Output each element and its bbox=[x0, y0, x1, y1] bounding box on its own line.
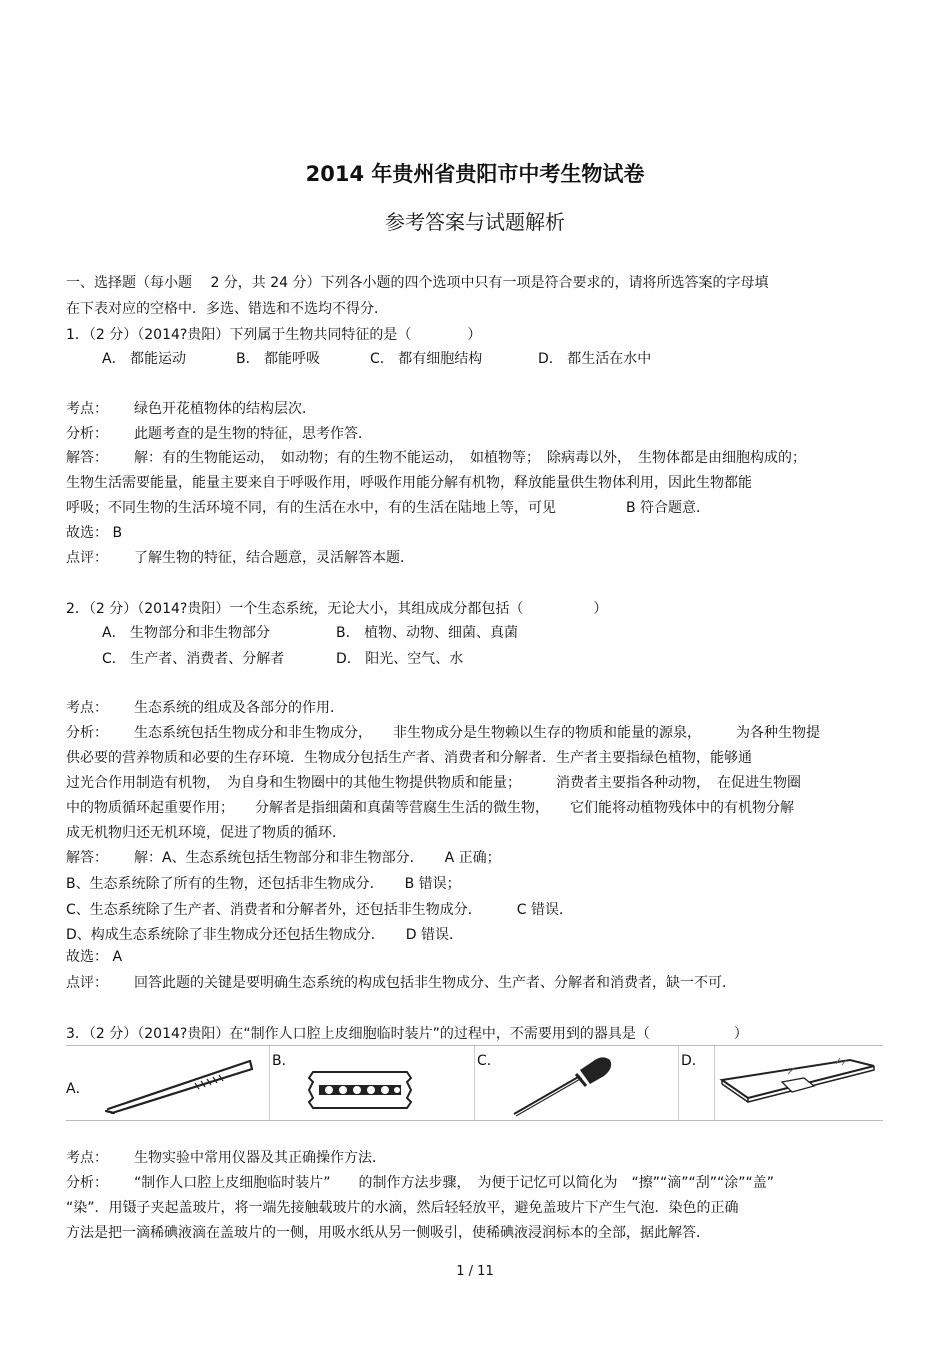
razor-blade-icon bbox=[305, 1068, 415, 1112]
q1-kaodian: 绿色开花植物体的结构层次． bbox=[134, 401, 316, 417]
q3-option-a-label: A． bbox=[66, 1081, 90, 1097]
tweezers-icon bbox=[100, 1049, 260, 1117]
q3-option-a bbox=[66, 1046, 269, 1120]
q2-option-c-label: C． bbox=[102, 651, 126, 667]
q3-kaodian: 生物实验中常用仪器及其正确操作方法． bbox=[134, 1150, 386, 1166]
q1-jieda-label: 解答： bbox=[66, 450, 108, 466]
q3-fenxi-line1: “制作人口腔上皮细胞临时装片” 的制作方法步骤， 为便于记忆可以简化为 “擦”“滴”“刮”“涂”“盖” bbox=[134, 1175, 775, 1191]
q1-jieda-line2: 生物生活需要能量，能量主要来自于呼吸作用，呼吸作用能分解有机物，释放能量供生物体利用，因此生物都能 bbox=[66, 475, 752, 491]
q2-option-a bbox=[102, 624, 270, 642]
q2-dianping: 回答此题的关键是要明确生态系统的构成包括非生物成分、生产者、分解者和消费者，缺一不可． bbox=[134, 975, 736, 991]
q3-option-d bbox=[678, 1046, 883, 1120]
section-instructions-line2: 在下表对应的空格中．多选、错选和不选均不得分． bbox=[66, 301, 388, 317]
q1-kaodian-label: 考点： bbox=[66, 401, 108, 417]
q1-fenxi: 此题考查的是生物的特征，思考作答． bbox=[134, 426, 372, 442]
q2-fenxi-label: 分析： bbox=[66, 725, 108, 741]
doc-title: 2014 年贵州省贵阳市中考生物试卷 bbox=[305, 162, 645, 186]
q2-jieda-line3: C、生态系统除了生产者、消费者和分解者外，还包括非生物成分． C 错误． bbox=[66, 902, 573, 918]
q2-fenxi-line4: 中的物质循环起重要作用； 分解者是指细菌和真菌等营腐生生活的微生物， 它们能将动植物残体中的有机物分解 bbox=[66, 800, 794, 816]
q1-option-a bbox=[102, 350, 186, 368]
q1-stem: 1．（2 分）（2014?贵阳）下列属于生物共同特征的是（ ） bbox=[66, 327, 482, 343]
q2-option-a-text: 生物部分和非生物部分 bbox=[130, 625, 271, 641]
q3-option-c bbox=[474, 1046, 678, 1120]
q1-option-b-label: B． bbox=[236, 351, 260, 367]
q2-option-d-label: D． bbox=[336, 651, 361, 667]
q1-fenxi-label: 分析： bbox=[66, 426, 108, 442]
glass-slide-icon bbox=[718, 1052, 878, 1112]
q1-option-b bbox=[236, 350, 320, 368]
q3-option-d-label: D． bbox=[681, 1053, 706, 1069]
q2-jieda-line4: D、构成生态系统除了非生物成分还包括生物成分． D 错误． bbox=[66, 927, 464, 943]
q3-divider-4 bbox=[714, 1046, 715, 1120]
q1-option-d-text: 都生活在水中 bbox=[567, 351, 652, 367]
q1-option-c-label: C． bbox=[370, 351, 394, 367]
q1-option-a-label: A． bbox=[102, 351, 126, 367]
q1-option-d-label: D． bbox=[538, 351, 563, 367]
q2-answer: 故选： A bbox=[66, 949, 123, 965]
doc-subtitle: 参考答案与试题解析 bbox=[385, 210, 565, 234]
q2-fenxi-line5: 成无机物归还无机环境，促进了物质的循环． bbox=[66, 825, 346, 841]
q2-kaodian: 生态系统的组成及各部分的作用． bbox=[134, 700, 344, 716]
q3-stem: 3．（2 分）（2014?贵阳）在“制作人口腔上皮细胞临时装片”的过程中，不需要用到的器具是（ ） bbox=[66, 1026, 748, 1042]
q2-fenxi-line3: 过光合作用制造有机物， 为自身和生物圈中的其他生物提供物质和能量； 消费者主要指各种动物， 在促进生物圈 bbox=[66, 775, 801, 791]
q1-jieda-line3: 呼吸；不同生物的生活环境不同，有的生活在水中，有的生活在陆地上等，可见 B 符合题意． bbox=[66, 500, 711, 516]
q2-option-b-label: B． bbox=[336, 625, 360, 641]
q2-option-d-text: 阳光、空气、水 bbox=[365, 651, 464, 667]
q3-fenxi-label: 分析： bbox=[66, 1175, 108, 1191]
q2-jieda-line2: B、生态系统除了所有的生物，还包括非生物成分． B 错误； bbox=[66, 876, 461, 892]
q3-option-b bbox=[269, 1046, 474, 1120]
page-number: 1 / 11 bbox=[456, 1264, 494, 1279]
q1-option-a-text: 都能运动 bbox=[130, 351, 187, 367]
q2-option-b-text: 植物、动物、细菌、真菌 bbox=[364, 625, 519, 641]
q2-jieda-line1: 解：A、生态系统包括生物部分和非生物部分． A 正确； bbox=[134, 850, 501, 866]
q2-option-c-text: 生产者、消费者、分解者 bbox=[130, 651, 285, 667]
q2-option-c bbox=[102, 650, 284, 668]
q1-option-c-text: 都有细胞结构 bbox=[398, 351, 483, 367]
q2-jieda-label: 解答： bbox=[66, 850, 108, 866]
q1-dianping: 了解生物的特征，结合题意，灵活解答本题． bbox=[134, 550, 414, 566]
section-instructions-line1: 一、选择题（每小题 2 分，共 24 分）下列各小题的四个选项中只有一项是符合要求的，请将所选答案的字母填 bbox=[66, 275, 769, 291]
q1-jieda-line1: 解：有的生物能运动， 如动物；有的生物不能运动， 如植物等； 除病毒以外， 生物体都是由细胞构成的； bbox=[134, 450, 806, 466]
q2-option-a-label: A． bbox=[102, 625, 126, 641]
q1-dianping-label: 点评： bbox=[66, 550, 108, 566]
q2-dianping-label: 点评： bbox=[66, 975, 108, 991]
q2-option-b bbox=[336, 624, 518, 642]
q2-fenxi-line2: 供必要的营养物质和必要的生存环境．生物成分包括生产者、消费者和分解者．生产者主要指绿色植物，能够通 bbox=[66, 750, 752, 766]
q3-kaodian-label: 考点： bbox=[66, 1150, 108, 1166]
dropper-icon bbox=[510, 1048, 620, 1118]
q1-option-b-text: 都能呼吸 bbox=[264, 351, 321, 367]
q1-option-c bbox=[370, 350, 482, 368]
q3-fenxi-line3: 方法是把一滴稀碘液滴在盖玻片的一侧，用吸水纸从另一侧吸引，使稀碘液浸润标本的全部，据此解答． bbox=[66, 1225, 710, 1241]
q3-fenxi-line2: “染”．用镊子夹起盖玻片，将一端先接触载玻片的水滴，然后轻轻放平，避免盖玻片下产生气泡．染色的正确 bbox=[66, 1200, 739, 1216]
q1-answer: 故选： B bbox=[66, 525, 123, 541]
q2-stem: 2．（2 分）（2014?贵阳）一个生态系统，无论大小，其组成成分都包括（ ） bbox=[66, 601, 608, 617]
q3-option-c-label: C． bbox=[477, 1053, 501, 1069]
q2-option-d bbox=[336, 650, 463, 668]
q3-option-b-label: B． bbox=[272, 1053, 296, 1069]
q2-kaodian-label: 考点： bbox=[66, 700, 108, 716]
q2-fenxi-line1: 生态系统包括生物成分和非生物成分， 非生物成分是生物赖以生存的物质和能量的源泉， 为各种生物提 bbox=[134, 725, 820, 741]
q3-options-grid bbox=[66, 1045, 883, 1121]
q1-option-d bbox=[538, 350, 651, 368]
